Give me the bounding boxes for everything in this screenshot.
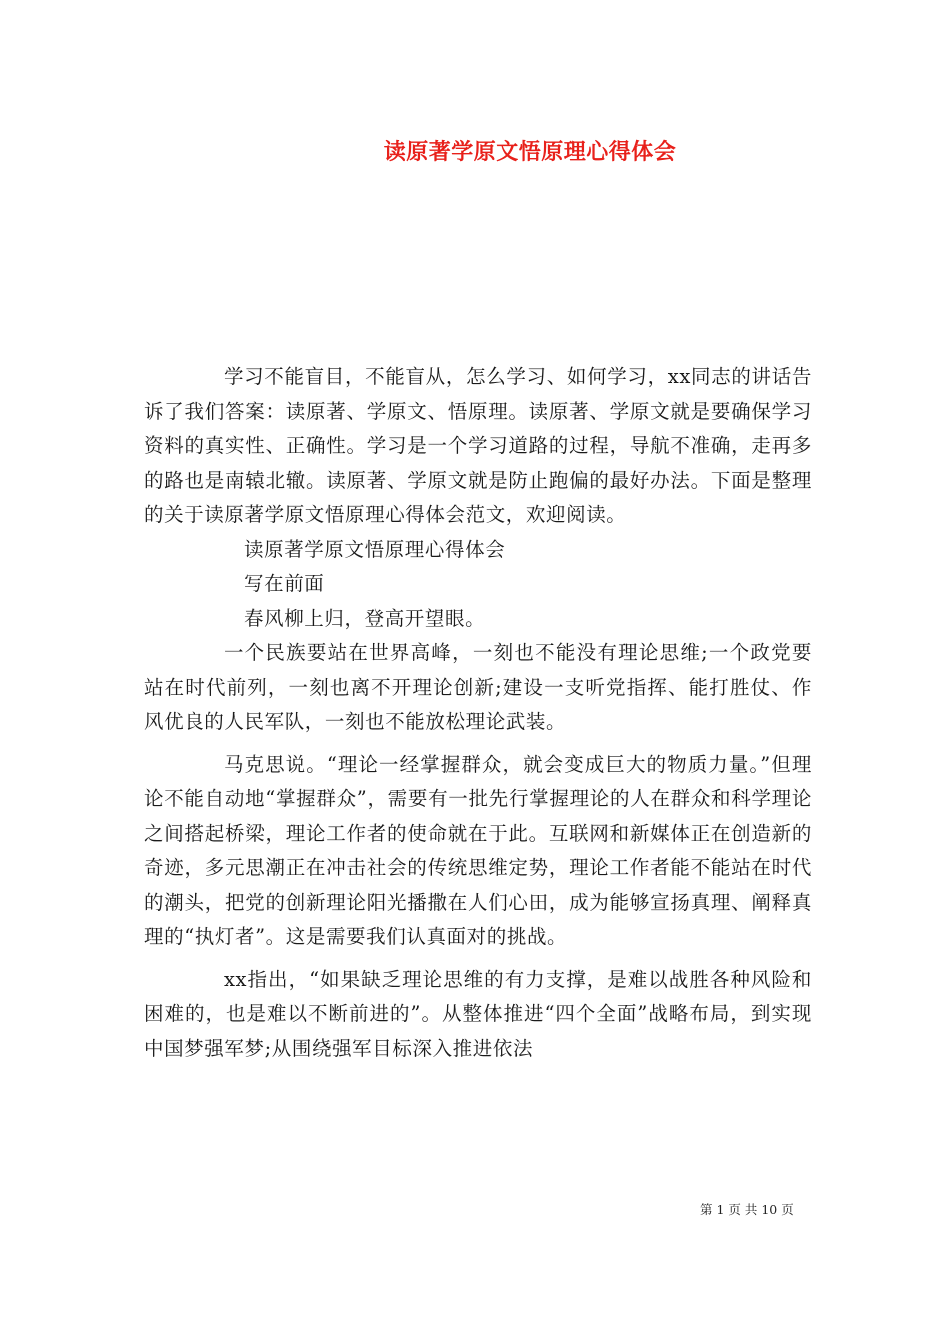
body-paragraph: xx指出，“如果缺乏理论思维的有力支撑，是难以战胜各种风险和困难的，也是难以不断前进的”。从整体推进“四个全面”战略布局，到实现中国梦强军梦;从围绕强军目标深入推进依法 [144, 967, 812, 1060]
subheading-preface: 写在前面 [244, 572, 325, 595]
document-title: 读原著学原文悟原理心得体会 [383, 139, 677, 165]
body-paragraph: 一个民族要站在世界高峰，一刻也不能没有理论思维;一个政党要站在时代前列，一刻也离不开理论创新;建设一支听党指挥、能打胜仗、作风优良的人民军队，一刻也不能放松理论武装。 [144, 641, 812, 733]
section-heading: 读原著学原文悟原理心得体会 [244, 537, 506, 561]
verse-line: 春风柳上归，登高开望眼。 [244, 606, 486, 630]
page-number-footer: 第 1 页 共 10 页 [700, 1202, 794, 1217]
intro-paragraph: 学习不能盲目，不能盲从，怎么学习、如何学习，xx同志的讲话告诉了我们答案：读原著、学原文、悟原理。读原著、学原文就是要确保学习资料的真实性、正确性。学习是一个学习道路的过程，导航不准确，走再多的路也是南辕北辙。读原著、学原文就是防止跑偏的最好办法。下面是整理的关于读原著学原文悟原理心得体会范文，欢迎阅读。 [144, 365, 812, 526]
document-body [144, 360, 812, 1066]
body-paragraph: 马克思说。“理论一经掌握群众，就会变成巨大的物质力量。”但理论不能自动地“掌握群众”，需要有一批先行掌握理论的人在群众和科学理论之间搭起桥梁，理论工作者的使命就在于此。互联网和新媒体正在创造新的奇迹，多元思潮正在冲击社会的传统思维定势，理论工作者能不能站在时代的潮头，把党的创新理论阳光播撒在人们心田，成为能够宣扬真理、阐释真理的“执灯者”。这是需要我们认真面对的挑战。 [144, 752, 812, 948]
